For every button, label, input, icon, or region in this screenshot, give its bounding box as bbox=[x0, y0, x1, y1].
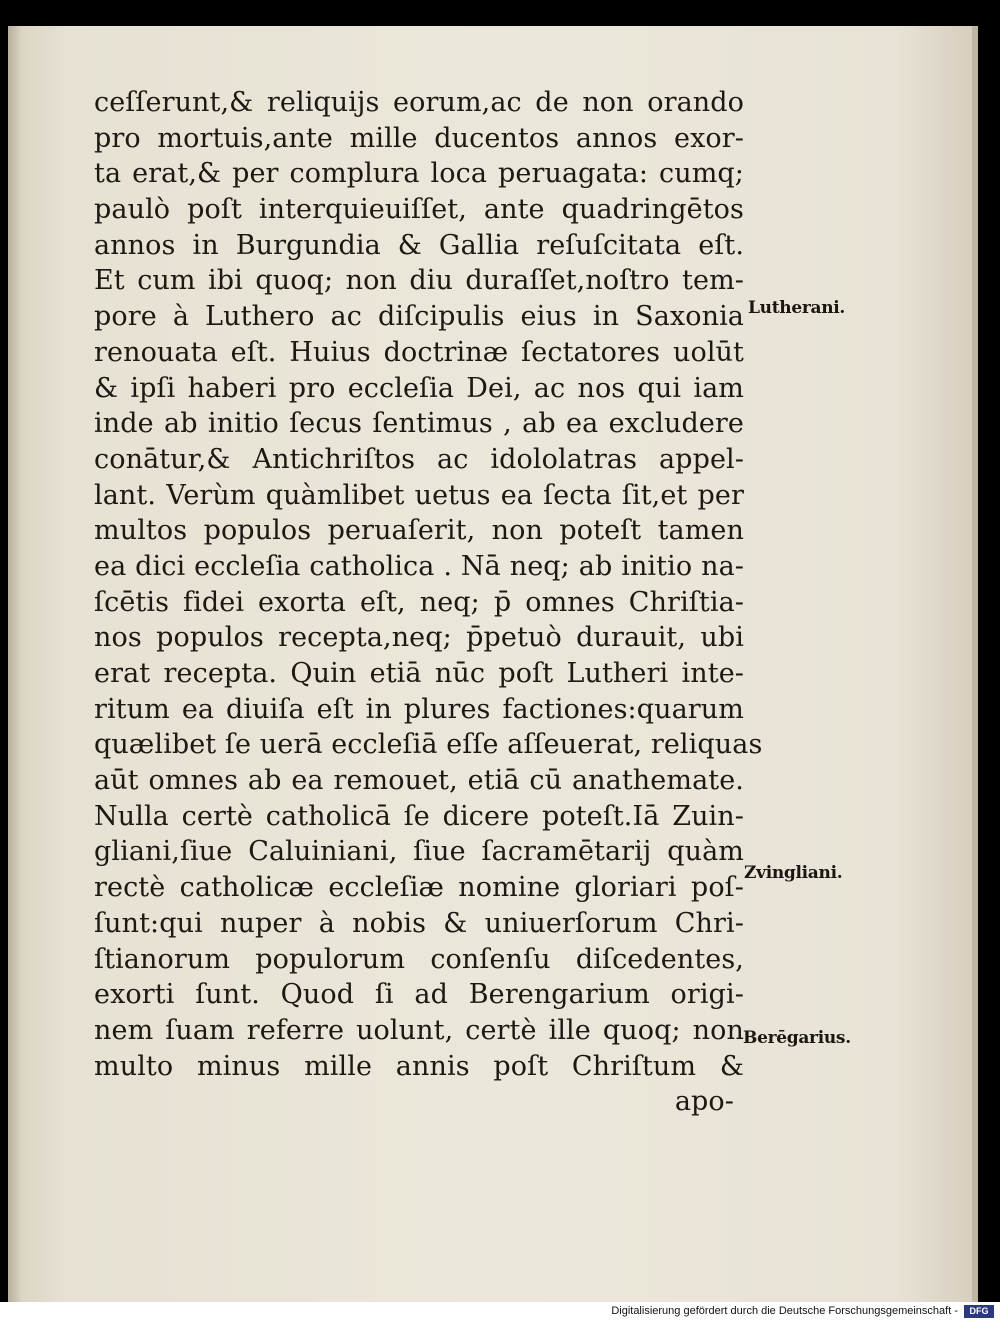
text-line: gliani,ſiue Caluiniani, ſiue ſacramētarij quàm bbox=[94, 836, 744, 868]
text-line: quælibet ſe uerā eccleſiā eſſe aſſeuerat, reliquas bbox=[94, 729, 763, 761]
text-line: aūt omnes ab ea remouet, etiā cū anathemate. bbox=[94, 765, 744, 797]
text-line: conātur,& Antichriſtos ac idololatras appel- bbox=[94, 443, 744, 475]
catchword: apo- bbox=[674, 1086, 734, 1118]
margin-note-beregarius: Berēgarius. bbox=[743, 1028, 851, 1048]
dfg-logo: DFG bbox=[964, 1305, 994, 1318]
text-line: inde ab initio ſecus ſentimus , ab ea excludere bbox=[94, 408, 744, 440]
margin-note-lutherani: Lutherani. bbox=[748, 298, 846, 318]
funding-credit: Digitalisierung gefördert durch die Deutsche Forschungsgemeinschaft - bbox=[611, 1305, 958, 1317]
text-line: Nulla certè catholicā ſe dicere poteſt.Iā Zuin- bbox=[94, 800, 744, 832]
text-line: nos populos recepta,neq; p̄petuò durauit, ubi bbox=[94, 622, 744, 654]
text-line: pro mortuis,ante mille ducentos annos exor- bbox=[94, 122, 744, 154]
text-line: ea dici eccleſia catholica . Nā neq; ab initio na- bbox=[94, 550, 744, 582]
page-gutter-shadow bbox=[8, 26, 22, 1302]
margin-note-zvingliani: Zvingliani. bbox=[744, 863, 843, 883]
text-line: Et cum ibi quoq; non diu duraſſet,noſtro tem- bbox=[94, 265, 744, 297]
digitization-footer bbox=[0, 1302, 1000, 1322]
text-line: annos in Burgundia & Gallia reſuſcitata eſt. bbox=[94, 229, 744, 261]
text-line: ceſſerunt,& reliquijs eorum,ac de non orando bbox=[94, 87, 744, 118]
text-line: rectè catholicæ eccleſiæ nomine gloriari poſ- bbox=[94, 872, 744, 904]
text-line: ta erat,& per complura loca peruagata: cumq; bbox=[94, 158, 744, 190]
text-line: ſcētis fidei exorta eſt, neq; p̄ omnes Chriſtia- bbox=[94, 586, 744, 618]
text-line: paulò poſt interquieuiſſet, ante quadringētos bbox=[94, 194, 744, 226]
text-line: pore à Luthero ac diſcipulis eius in Saxonia bbox=[94, 301, 744, 333]
text-line: ſtianorum populorum conſenſu diſcedentes, bbox=[94, 943, 744, 975]
text-line: multo minus mille annis poſt Chriſtum & bbox=[94, 1050, 744, 1082]
text-line: ſunt:qui nuper à nobis & uniuerſorum Chri- bbox=[94, 907, 744, 939]
main-text-block bbox=[94, 85, 763, 1120]
text-line: & ipſi haberi pro eccleſia Dei, ac nos qui iam bbox=[94, 372, 744, 404]
text-line: exorti ſunt. Quod ſi ad Berengarium origi- bbox=[94, 979, 744, 1011]
text-line: multos populos peruaſerit, non poteſt tamen bbox=[94, 515, 744, 547]
text-line: lant. Verùm quàmlibet uetus ea ſecta ſit,et per bbox=[94, 479, 744, 511]
text-line: nem ſuam referre uolunt, certè ille quoq; non bbox=[94, 1014, 744, 1046]
text-line: ritum ea diuiſa eſt in plures factiones:quarum bbox=[94, 693, 744, 725]
text-line: erat recepta. Quin etiā nūc poſt Lutheri inte- bbox=[94, 658, 744, 689]
text-line: renouata eſt. Huius doctrinæ ſectatores uolūt bbox=[94, 336, 744, 368]
